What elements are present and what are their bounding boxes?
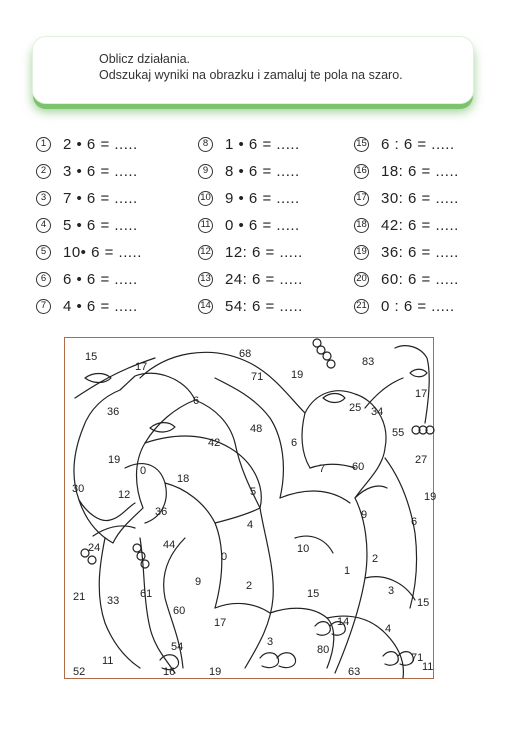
exercise-number: 11 bbox=[198, 218, 213, 233]
exercise-number: 20 bbox=[354, 272, 369, 287]
picture-label: 6 bbox=[193, 395, 200, 407]
exercise-number: 8 bbox=[198, 137, 213, 152]
picture-label: 63 bbox=[348, 666, 361, 678]
exercise-grid bbox=[36, 134, 486, 324]
exercise-item bbox=[354, 296, 455, 316]
exercise-number: 10 bbox=[198, 191, 213, 206]
exercise-item bbox=[354, 134, 455, 154]
region-labels bbox=[72, 348, 436, 678]
picture-label: 17 bbox=[135, 361, 148, 373]
instruction-box bbox=[32, 36, 474, 104]
exercise-number: 18 bbox=[354, 218, 369, 233]
exercise-item bbox=[198, 242, 303, 262]
picture-label: 3 bbox=[388, 585, 395, 597]
picture-label: 6 bbox=[411, 516, 418, 528]
picture-label: 0 bbox=[221, 551, 228, 563]
exercise-number: 16 bbox=[354, 164, 369, 179]
exercise-expression: 18: 6 = ..... bbox=[381, 162, 459, 180]
exercise-number: 17 bbox=[354, 191, 369, 206]
exercise-number: 4 bbox=[36, 218, 51, 233]
picture-label: 71 bbox=[251, 371, 264, 383]
picture-label: 19 bbox=[209, 666, 222, 678]
exercise-expression: 3 • 6 = ..... bbox=[63, 162, 138, 180]
picture-label: 52 bbox=[73, 666, 86, 678]
coloring-picture bbox=[64, 337, 437, 679]
exercise-item bbox=[36, 296, 138, 316]
exercise-expression: 7 • 6 = ..... bbox=[63, 189, 138, 207]
picture-label: 27 bbox=[415, 454, 428, 466]
exercise-number: 19 bbox=[354, 245, 369, 260]
exercise-number: 9 bbox=[198, 164, 213, 179]
picture-label: 9 bbox=[195, 576, 202, 588]
exercise-item bbox=[198, 269, 303, 289]
picture-label: 4 bbox=[247, 519, 254, 531]
exercise-expression: 36: 6 = ..... bbox=[381, 243, 459, 261]
picture-label: 6 bbox=[291, 437, 298, 449]
picture-label: 21 bbox=[73, 591, 86, 603]
exercise-expression: 8 • 6 = ..... bbox=[225, 162, 300, 180]
picture-label: 60 bbox=[352, 461, 365, 473]
exercise-item bbox=[354, 161, 459, 181]
picture-label: 15 bbox=[417, 597, 430, 609]
exercise-number: 21 bbox=[354, 299, 369, 314]
picture-label: 42 bbox=[208, 437, 221, 449]
picture-label: 19 bbox=[291, 369, 304, 381]
exercise-item bbox=[36, 134, 138, 154]
exercise-item bbox=[198, 188, 300, 208]
picture-label: 33 bbox=[107, 595, 120, 607]
exercise-item bbox=[36, 242, 142, 262]
picture-label: 4 bbox=[385, 623, 392, 635]
picture-label: 9 bbox=[361, 509, 368, 521]
picture-label: 48 bbox=[250, 423, 263, 435]
picture-label: 68 bbox=[239, 348, 252, 360]
picture-label: 25 bbox=[349, 402, 362, 414]
exercise-number: 1 bbox=[36, 137, 51, 152]
picture-label: 10 bbox=[297, 543, 310, 555]
exercise-expression: 30: 6 = ..... bbox=[381, 189, 459, 207]
exercise-item bbox=[198, 296, 303, 316]
picture-label: 12 bbox=[118, 489, 131, 501]
picture-label: 54 bbox=[171, 641, 184, 653]
exercise-number: 13 bbox=[198, 272, 213, 287]
exercise-expression: 2 • 6 = ..... bbox=[63, 135, 138, 153]
picture-label: 11 bbox=[102, 655, 114, 667]
picture-label: 61 bbox=[140, 588, 153, 600]
exercise-number: 2 bbox=[36, 164, 51, 179]
exercise-item bbox=[354, 269, 459, 289]
picture-label: 15 bbox=[85, 351, 98, 363]
picture-label: 18 bbox=[177, 473, 190, 485]
exercise-expression: 6 • 6 = ..... bbox=[63, 270, 138, 288]
exercise-expression: 6 : 6 = ..... bbox=[381, 135, 455, 153]
picture-label: 2 bbox=[372, 553, 379, 565]
picture-label: 7 bbox=[319, 463, 326, 475]
exercise-item bbox=[354, 242, 459, 262]
exercise-item bbox=[198, 134, 300, 154]
picture-label: 30 bbox=[72, 483, 85, 495]
exercise-expression: 0 : 6 = ..... bbox=[381, 297, 455, 315]
picture-label: 16 bbox=[163, 666, 176, 678]
exercise-item bbox=[198, 161, 300, 181]
exercise-item bbox=[354, 188, 459, 208]
exercise-expression: 0 • 6 = ..... bbox=[225, 216, 300, 234]
exercise-item bbox=[36, 215, 138, 235]
exercise-expression: 42: 6 = ..... bbox=[381, 216, 459, 234]
picture-label: 15 bbox=[307, 588, 320, 600]
exercise-expression: 1 • 6 = ..... bbox=[225, 135, 300, 153]
exercise-expression: 60: 6 = ..... bbox=[381, 270, 459, 288]
exercise-item bbox=[198, 215, 300, 235]
exercise-item bbox=[36, 161, 138, 181]
exercise-expression: 12: 6 = ..... bbox=[225, 243, 303, 261]
picture-label: 71 bbox=[411, 652, 424, 664]
exercise-expression: 10• 6 = ..... bbox=[63, 243, 142, 261]
picture-label: 19 bbox=[424, 491, 437, 503]
picture-label: 60 bbox=[173, 605, 186, 617]
exercise-expression: 24: 6 = ..... bbox=[225, 270, 303, 288]
picture-label: 55 bbox=[392, 427, 405, 439]
exercise-number: 15 bbox=[354, 137, 369, 152]
picture-label: 0 bbox=[140, 465, 147, 477]
picture-label: 11 bbox=[422, 661, 434, 673]
exercise-number: 6 bbox=[36, 272, 51, 287]
picture-label: 83 bbox=[362, 356, 375, 368]
exercise-expression: 9 • 6 = ..... bbox=[225, 189, 300, 207]
picture-label: 24 bbox=[88, 542, 101, 554]
exercise-expression: 5 • 6 = ..... bbox=[63, 216, 138, 234]
instruction-line-2: Odszukaj wyniki na obrazku i zamaluj te pola na szaro. bbox=[99, 68, 403, 82]
picture-label: 17 bbox=[214, 617, 227, 629]
picture-label: 5 bbox=[250, 486, 257, 498]
picture-label: 80 bbox=[317, 644, 330, 656]
elephant-drawing bbox=[65, 338, 437, 678]
exercise-number: 7 bbox=[36, 299, 51, 314]
picture-label: 1 bbox=[344, 565, 351, 577]
picture-label: 36 bbox=[107, 406, 120, 418]
exercise-item bbox=[36, 269, 138, 289]
exercise-number: 3 bbox=[36, 191, 51, 206]
instruction-line-1: Oblicz działania. bbox=[99, 52, 191, 66]
exercise-item bbox=[36, 188, 138, 208]
picture-label: 44 bbox=[163, 539, 176, 551]
exercise-expression: 4 • 6 = ..... bbox=[63, 297, 138, 315]
exercise-number: 12 bbox=[198, 245, 213, 260]
region-outlines bbox=[74, 339, 437, 678]
picture-label: 34 bbox=[371, 406, 384, 418]
picture-label: 17 bbox=[415, 388, 428, 400]
picture-label: 36 bbox=[155, 506, 168, 518]
exercise-number: 5 bbox=[36, 245, 51, 260]
exercise-number: 14 bbox=[198, 299, 213, 314]
picture-label: 14 bbox=[337, 616, 350, 628]
picture-label: 3 bbox=[267, 636, 274, 648]
exercise-item bbox=[354, 215, 459, 235]
picture-label: 19 bbox=[108, 454, 121, 466]
picture-label: 2 bbox=[246, 580, 253, 592]
exercise-expression: 54: 6 = ..... bbox=[225, 297, 303, 315]
